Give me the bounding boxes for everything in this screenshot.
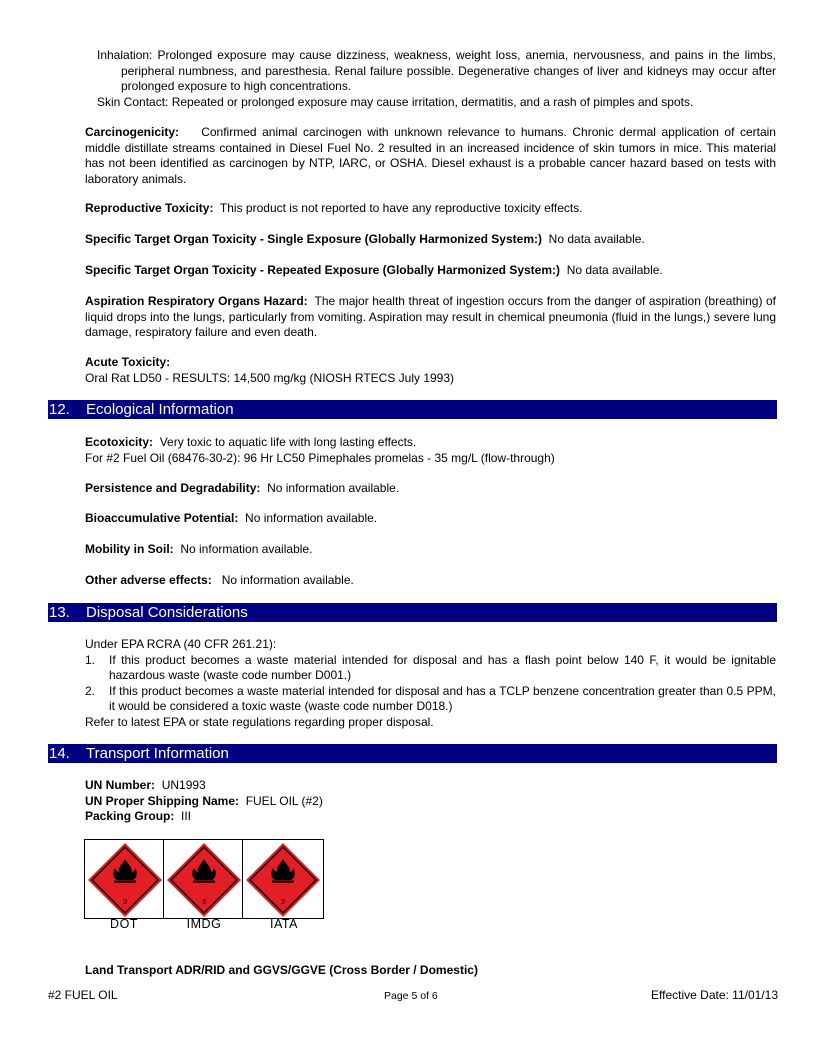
other-effects-paragraph <box>85 573 776 589</box>
pictogram-labels <box>84 917 324 931</box>
stot-single-paragraph <box>85 232 776 248</box>
class-number: 3 <box>202 899 206 906</box>
imdg-label: IMDG <box>186 917 222 931</box>
footer-page-number: Page 5 of 6 <box>384 990 438 1002</box>
ecotoxicity-line2: For #2 Fuel Oil (68476-30-2): 96 Hr LC50 Pimephales promelas - 35 mg/L (flow-through) <box>85 450 555 465</box>
disposal-list <box>85 653 776 715</box>
inhalation-paragraph <box>97 48 776 110</box>
inhalation-text: Inhalation: Prolonged exposure may cause dizziness, weakness, weight loss, anemia, nervousness, and pains in the limbs, peripheral numbness, and paresthesia. Renal failure possible. Degenerative changes of liver and kidneys may occur after prolonged exposure to high concentrations. <box>97 48 776 93</box>
mobility-text: No information available. <box>180 542 313 556</box>
stot-single-label: Specific Target Organ Toxicity - Single Exposure (Globally Harmonized System:) <box>85 232 542 246</box>
ecotoxicity-label: Ecotoxicity: <box>85 435 154 449</box>
carcinogenicity-paragraph <box>85 125 776 187</box>
persistence-text: No information available. <box>267 481 400 495</box>
stot-repeat-paragraph <box>85 263 776 279</box>
section-12-header <box>48 400 777 419</box>
class-number: 3 <box>281 899 285 906</box>
list-item-number: 1. <box>85 652 96 667</box>
list-item-number: 2. <box>85 683 96 698</box>
imdg-placard <box>164 840 243 918</box>
stot-repeat-text: No data available. <box>566 263 663 277</box>
acute-toxicity-label: Acute Toxicity: <box>85 355 171 369</box>
disposal-refer: Refer to latest EPA or state regulations regarding proper disposal. <box>85 714 434 729</box>
list-item-text: If this product becomes a waste material intended for disposal and has a flash point below 140 F, it would be ignitable hazardous waste (waste code number D001.) <box>109 652 776 682</box>
disposal-intro: Under EPA RCRA (40 CFR 261.21): <box>85 637 277 651</box>
list-item-text: If this product becomes a waste material intended for disposal and has a TCLP benzene concentration greater than 0.5 PPM, it would be considered a toxic waste (waste code number D018.) <box>109 683 776 713</box>
list-item <box>85 684 776 715</box>
aspiration-text: The major health threat of ingestion occurs from the danger of aspiration (breathing) of liquid drops into the lungs, particularly from vomiting. Aspiration may result in chemical pneumonia (fluid in the lungs,) severe lung damage, respiratory failure and even death. <box>85 294 777 339</box>
land-transport-heading: Land Transport ADR/RID and GGVS/GGVE (Cross Border / Domestic) <box>85 963 478 977</box>
ecotoxicity-text: Very toxic to aquatic life with long lasting effects. <box>159 435 417 449</box>
other-effects-text: No information available. <box>221 573 354 587</box>
packing-group-label: Packing Group: <box>85 809 175 823</box>
section-13-number: 13. <box>49 604 70 621</box>
list-item <box>85 653 776 684</box>
acute-toxicity-text: Oral Rat LD50 - RESULTS: 14,500 mg/kg (NIOSH RTECS July 1993) <box>85 370 455 385</box>
section-13-title: Disposal Considerations <box>86 604 248 621</box>
class-number: 3 <box>123 899 127 906</box>
aspiration-label: Aspiration Respiratory Organs Hazard: <box>85 294 308 308</box>
transport-block <box>85 778 776 825</box>
mobility-label: Mobility in Soil: <box>85 542 174 556</box>
flammable-liquid-icon <box>245 842 321 918</box>
carcinogenicity-text: Confirmed animal carcinogen with unknown relevance to humans. Chronic dermal application of certain middle distillate streams contained in Diesel Fuel No. 2 resulted in an increased incidence of skin tumors in mice. This material has not been identified as carcinogen by NTP, IARC, or OSHA. Diesel exhaust is a probable cancer hazard based on tests with laboratory animals. <box>85 125 776 186</box>
section-14-title: Transport Information <box>86 745 229 762</box>
flammable-liquid-icon <box>87 842 163 918</box>
reproductive-paragraph <box>85 201 776 217</box>
acute-toxicity-paragraph <box>85 355 776 386</box>
iata-label: IATA <box>270 917 298 931</box>
persistence-label: Persistence and Degradability: <box>85 481 261 495</box>
transport-pictograms <box>84 839 324 919</box>
shipping-name-label: UN Proper Shipping Name: <box>85 793 240 808</box>
stot-repeat-label: Specific Target Organ Toxicity - Repeated Exposure (Globally Harmonized System:) <box>85 263 561 277</box>
skin-contact-text: Skin Contact: Repeated or prolonged exposure may cause irritation, dermatitis, and a rash of pimples and spots. <box>97 94 694 109</box>
carcinogenicity-label: Carcinogenicity: <box>85 125 180 139</box>
un-number-label: UN Number: <box>85 778 156 792</box>
disposal-block <box>85 637 776 730</box>
footer-product: #2 FUEL OIL <box>48 988 118 1002</box>
aspiration-paragraph <box>85 294 776 341</box>
section-12-number: 12. <box>49 401 70 418</box>
flammable-liquid-icon <box>166 842 242 918</box>
packing-group-value: III <box>181 809 192 823</box>
footer-effective-date: Effective Date: 11/01/13 <box>651 988 778 1002</box>
bioaccumulative-text: No information available. <box>245 511 378 525</box>
reproductive-label: Reproductive Toxicity: <box>85 201 214 215</box>
dot-placard <box>85 840 164 918</box>
persistence-paragraph <box>85 481 776 497</box>
un-number-value: UN1993 <box>161 778 206 792</box>
dot-label: DOT <box>110 917 138 931</box>
iata-placard <box>243 840 323 918</box>
section-12-title: Ecological Information <box>86 401 234 418</box>
ecotoxicity-paragraph <box>85 435 776 466</box>
mobility-paragraph <box>85 542 776 558</box>
bioaccumulative-label: Bioaccumulative Potential: <box>85 511 239 525</box>
section-13-header <box>48 603 777 622</box>
bioaccumulative-paragraph <box>85 511 776 527</box>
reproductive-text: This product is not reported to have any reproductive toxicity effects. <box>219 201 583 215</box>
stot-single-text: No data available. <box>548 232 645 246</box>
shipping-name-value: FUEL OIL (#2) <box>245 793 323 808</box>
section-14-header <box>48 744 777 763</box>
other-effects-label: Other adverse effects: <box>85 573 212 587</box>
section-14-number: 14. <box>49 745 70 762</box>
